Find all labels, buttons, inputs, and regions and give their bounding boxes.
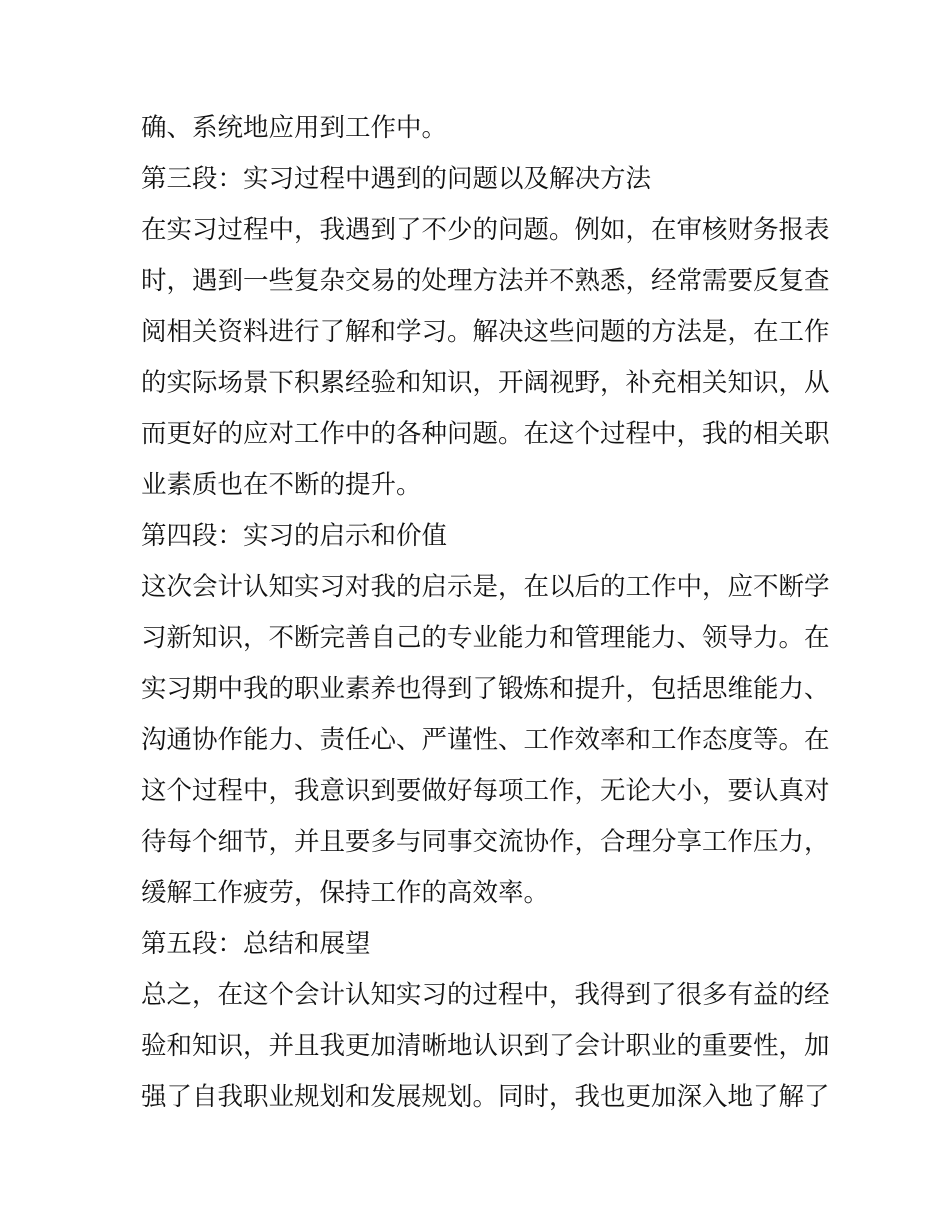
section-heading-5: 第五段：总结和展望 bbox=[141, 929, 371, 959]
text-line: 阅相关资料进行了解和学习。解决这些问题的方法是，在工作 bbox=[141, 317, 830, 347]
text-line: 强了自我职业规划和发展规划。同时，我也更加深入地了解了 bbox=[141, 1082, 830, 1112]
text-line: 而更好的应对工作中的各种问题。在这个过程中，我的相关职 bbox=[141, 419, 830, 449]
section-heading-3: 第三段：实习过程中遇到的问题以及解决方法 bbox=[141, 164, 652, 194]
text-line: 缓解工作疲劳，保持工作的高效率。 bbox=[141, 878, 550, 908]
text-line: 总之，在这个会计认知实习的过程中，我得到了很多有益的经 bbox=[141, 980, 830, 1010]
text-line: 在实习过程中，我遇到了不少的问题。例如，在审核财务报表 bbox=[141, 215, 830, 245]
text-line: 沟通协作能力、责任心、严谨性、工作效率和工作态度等。在 bbox=[141, 725, 830, 755]
text-line: 待每个细节，并且要多与同事交流协作，合理分享工作压力， bbox=[141, 827, 830, 857]
text-line: 的实际场景下积累经验和知识，开阔视野，补充相关知识，从 bbox=[141, 368, 830, 398]
text-line: 验和知识，并且我更加清晰地认识到了会计职业的重要性，加 bbox=[141, 1031, 830, 1061]
text-line: 时，遇到一些复杂交易的处理方法并不熟悉，经常需要反复查 bbox=[141, 266, 830, 296]
text-line: 这次会计认知实习对我的启示是，在以后的工作中，应不断学 bbox=[141, 572, 830, 602]
section-heading-4: 第四段：实习的启示和价值 bbox=[141, 521, 448, 551]
text-line: 业素质也在不断的提升。 bbox=[141, 470, 422, 500]
text-line: 确、系统地应用到工作中。 bbox=[141, 113, 448, 143]
document-body bbox=[141, 103, 830, 1123]
text-line: 实习期中我的职业素养也得到了锻炼和提升，包括思维能力、 bbox=[141, 674, 830, 704]
text-line: 习新知识，不断完善自己的专业能力和管理能力、领导力。在 bbox=[141, 623, 830, 653]
text-line: 这个过程中，我意识到要做好每项工作，无论大小，要认真对 bbox=[141, 776, 830, 806]
